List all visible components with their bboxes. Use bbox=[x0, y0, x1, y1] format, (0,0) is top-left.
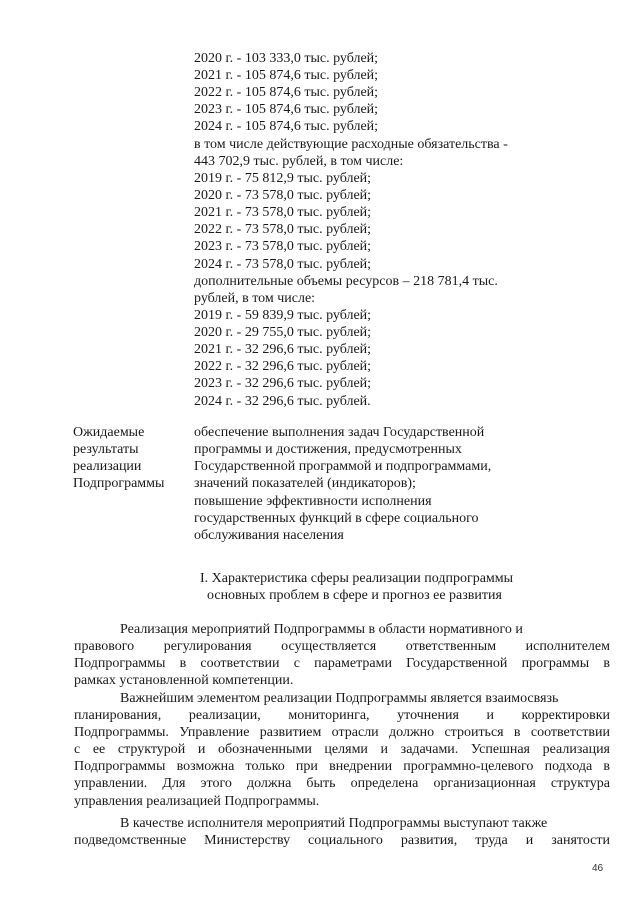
paragraph-line: рамках установленной компетенции. bbox=[74, 673, 294, 688]
row-text: значений показателей (индикаторов); bbox=[194, 476, 416, 491]
financing-line: 2019 г. - 59 839,9 тыс. рублей; bbox=[194, 308, 372, 323]
row-label: Подпрограммы bbox=[73, 476, 165, 491]
financing-line: 2021 г. - 32 296,6 тыс. рублей; bbox=[194, 342, 372, 357]
financing-line: 2022 г. - 32 296,6 тыс. рублей; bbox=[194, 359, 372, 374]
row-label: Ожидаемые bbox=[73, 425, 145, 440]
paragraph-line: Важнейшим элементом реализации Подпрограммы является взаимосвязь bbox=[120, 691, 559, 706]
paragraph-line: Подпрограммы в соответствии с параметрами Государственной программы в bbox=[74, 656, 610, 671]
paragraph-line: Подпрограммы. Управление развитием отрасли должно строиться в соответствии bbox=[74, 725, 610, 740]
paragraph-line: управлении. Для этого должна быть определена организационная структура bbox=[74, 776, 610, 791]
financing-line: 2021 г. - 73 578,0 тыс. рублей; bbox=[194, 205, 372, 220]
financing-line: 2023 г. - 73 578,0 тыс. рублей; bbox=[194, 239, 372, 254]
financing-line: 2020 г. - 73 578,0 тыс. рублей; bbox=[194, 188, 372, 203]
financing-line: 2024 г. - 105 874,6 тыс. рублей; bbox=[194, 119, 379, 134]
row-text: повышение эффективности исполнения bbox=[194, 494, 432, 509]
financing-line: 2023 г. - 105 874,6 тыс. рублей; bbox=[194, 102, 379, 117]
financing-line: 443 702,9 тыс. рублей, в том числе: bbox=[194, 154, 404, 169]
financing-line: 2022 г. - 73 578,0 тыс. рублей; bbox=[194, 222, 372, 237]
paragraph-line: В качестве исполнителя мероприятий Подпрограммы выступают также bbox=[120, 816, 548, 831]
paragraph-line: планирования, реализации, мониторинга, уточнения и корректировки bbox=[74, 708, 610, 723]
heading-line: основных проблем в сфере и прогноз ее развития bbox=[207, 588, 502, 603]
row-label: результаты bbox=[73, 442, 139, 457]
page-number: 46 bbox=[592, 863, 604, 874]
financing-line: 2024 г. - 32 296,6 тыс. рублей. bbox=[194, 394, 371, 409]
financing-line: 2024 г. - 73 578,0 тыс. рублей; bbox=[194, 257, 372, 272]
financing-line: рублей, в том числе: bbox=[194, 291, 316, 306]
row-text: обслуживания населения bbox=[194, 528, 344, 543]
row-text: Государственной программой и подпрограммами, bbox=[194, 459, 492, 474]
paragraph-line: подведомственные Министерству социального развития, труда и занятости bbox=[74, 833, 610, 848]
paragraph-line: Подпрограммы возможна только при внедрении программно-целевого подхода в bbox=[74, 759, 610, 774]
row-text: государственных функций в сфере социального bbox=[194, 511, 479, 526]
row-text: программы и достижения, предусмотренных bbox=[194, 442, 462, 457]
paragraph-line: Реализация мероприятий Подпрограммы в области нормативного и bbox=[120, 622, 523, 637]
financing-line: 2019 г. - 75 812,9 тыс. рублей; bbox=[194, 171, 372, 186]
financing-line: 2020 г. - 103 333,0 тыс. рублей; bbox=[194, 51, 379, 66]
financing-line: дополнительные объемы ресурсов – 218 781,4 тыс. bbox=[194, 274, 498, 289]
heading-line: I. Характеристика сферы реализации подпрограммы bbox=[200, 571, 514, 586]
paragraph-line: правового регулирования осуществляется ответственным исполнителем bbox=[74, 639, 610, 654]
financing-line: 2023 г. - 32 296,6 тыс. рублей; bbox=[194, 376, 372, 391]
financing-line: 2022 г. - 105 874,6 тыс. рублей; bbox=[194, 85, 379, 100]
row-text: обеспечение выполнения задач Государственной bbox=[194, 425, 485, 440]
financing-line: в том числе действующие расходные обязательства - bbox=[194, 137, 508, 152]
paragraph-line: с ее структурой и обозначенными целями и задачами. Успешная реализация bbox=[74, 742, 610, 757]
paragraph-line: управления реализацией Подпрограммы. bbox=[74, 794, 320, 809]
financing-line: 2021 г. - 105 874,6 тыс. рублей; bbox=[194, 68, 379, 83]
financing-line: 2020 г. - 29 755,0 тыс. рублей; bbox=[194, 325, 372, 340]
row-label: реализации bbox=[73, 459, 142, 474]
